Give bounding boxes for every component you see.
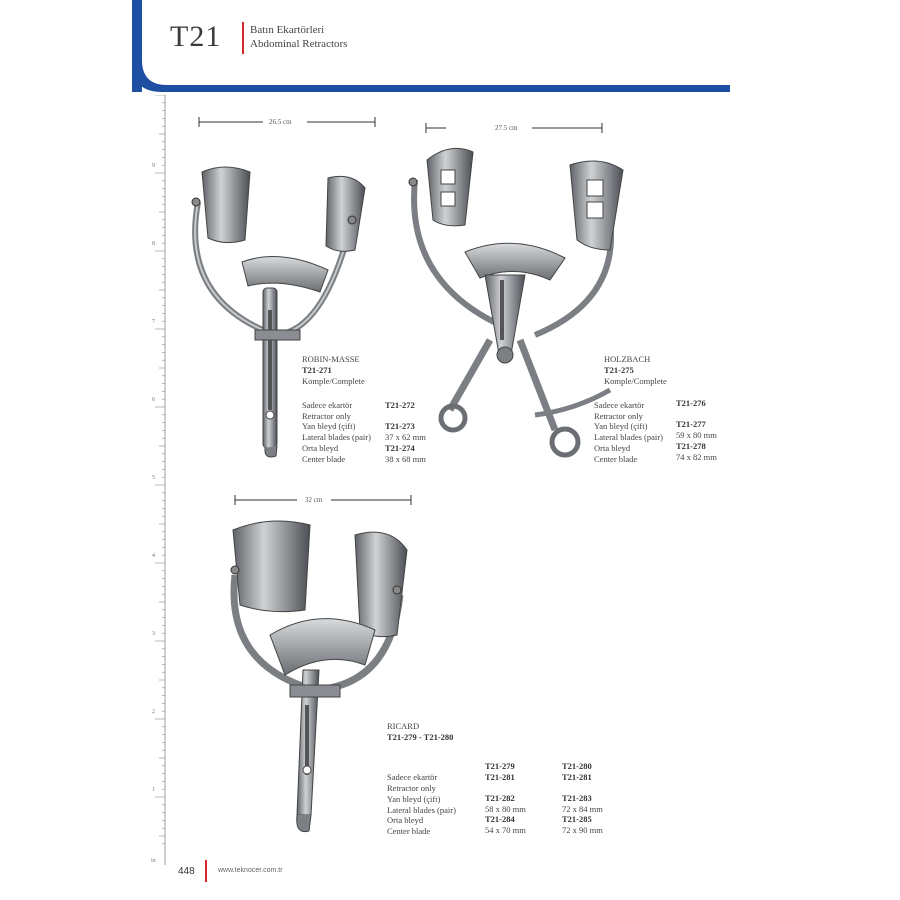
website-link[interactable]: www.teknocer.com.tr (218, 867, 283, 874)
ricard-row-size: 72 x 90 mm (562, 825, 603, 835)
robin-row-tr: Orta bleyd (302, 443, 339, 453)
ricard-row-size: 54 x 70 mm (485, 825, 526, 835)
ricard-row-code: T21-282 (485, 793, 515, 803)
holzbach-row-size: 59 x 80 mm (676, 430, 717, 440)
ricard-row-code: T21-281 (485, 772, 515, 782)
ruler-label: 1 (152, 787, 155, 793)
ricard-row-code: T21-283 (562, 793, 592, 803)
footer-divider (205, 860, 207, 882)
ricard-code: T21-279 - T21-280 (387, 732, 454, 742)
ruler-label: 7 (152, 319, 155, 325)
holzbach-row-tr: Orta bleyd (594, 443, 631, 453)
holzbach-row-code: T21-276 (676, 398, 706, 408)
ricard-row-code: T21-285 (562, 814, 592, 824)
ruler-unit: in (151, 858, 156, 864)
holzbach-row-code: T21-278 (676, 441, 706, 451)
ricard-row-code: T21-284 (485, 814, 515, 824)
holzbach-row-tr: Sadece ekartör (594, 400, 645, 410)
ruler-label: 4 (152, 553, 155, 559)
ruler-label: 5 (152, 475, 155, 481)
robin-length: 26.5 cm (269, 118, 292, 126)
ricard-row-tr: Sadece ekartör (387, 772, 438, 782)
ruler-label: 9 (152, 163, 155, 169)
ricard-row-en: Retractor only (387, 783, 436, 793)
holzbach-row-en: Center blade (594, 454, 638, 464)
robin-row-en: Retractor only (302, 411, 351, 421)
ruler-label: 3 (152, 631, 155, 637)
ruler-label: 8 (152, 241, 155, 247)
ricard-col-header: T21-280 (562, 761, 592, 771)
ricard-row-size: 58 x 80 mm (485, 804, 526, 814)
holzbach-name: HOLZBACH (604, 354, 651, 364)
ruler-label: 2 (152, 709, 155, 715)
holzbach-code: T21-275 (604, 365, 634, 375)
ricard-row-tr: Yan bleyd (çift) (387, 794, 441, 804)
section-code: T21 (170, 20, 222, 53)
holzbach-complete: Komple/Complete (604, 376, 667, 386)
robin-code: T21-271 (302, 365, 332, 375)
robin-row-size: 37 x 62 mm (385, 432, 426, 442)
ricard-row-size: 72 x 84 mm (562, 804, 603, 814)
robin-row-code: T21-272 (385, 400, 415, 410)
robin-row-code: T21-274 (385, 443, 415, 453)
ruler-label: 6 (152, 397, 155, 403)
robin-row-tr: Yan bleyd (çift) (302, 421, 356, 431)
page-number: 448 (178, 866, 195, 877)
header-divider (242, 22, 244, 54)
ricard-col-header: T21-279 (485, 761, 515, 771)
inch-ruler (150, 95, 170, 870)
robin-row-en: Center blade (302, 454, 346, 464)
section-title-en: Abdominal Retractors (250, 38, 348, 50)
robin-complete: Komple/Complete (302, 376, 365, 386)
robin-row-tr: Sadece ekartör (302, 400, 353, 410)
section-title-tr: Batın Ekartörleri (250, 24, 325, 36)
ricard-length: 32 cm (305, 496, 323, 504)
ricard-name: RICARD (387, 721, 420, 731)
ricard-row-en: Center blade (387, 826, 431, 836)
holzbach-row-en: Lateral blades (pair) (594, 432, 663, 442)
header-tab (132, 0, 730, 92)
holzbach-row-size: 74 x 82 mm (676, 452, 717, 462)
holzbach-row-en: Retractor only (594, 411, 643, 421)
ricard-row-en: Lateral blades (pair) (387, 805, 456, 815)
robin-name: ROBIN-MASSE (302, 354, 360, 364)
ricard-length-line (231, 493, 416, 507)
ricard-row-tr: Orta bleyd (387, 815, 424, 825)
holzbach-row-code: T21-277 (676, 419, 706, 429)
holzbach-row-tr: Yan bleyd (çift) (594, 421, 648, 431)
robin-row-size: 38 x 68 mm (385, 454, 426, 464)
holzbach-length: 27.5 cm (495, 124, 518, 132)
robin-row-code: T21-273 (385, 421, 415, 431)
ricard-row-code: T21-281 (562, 772, 592, 782)
robin-row-en: Lateral blades (pair) (302, 432, 371, 442)
